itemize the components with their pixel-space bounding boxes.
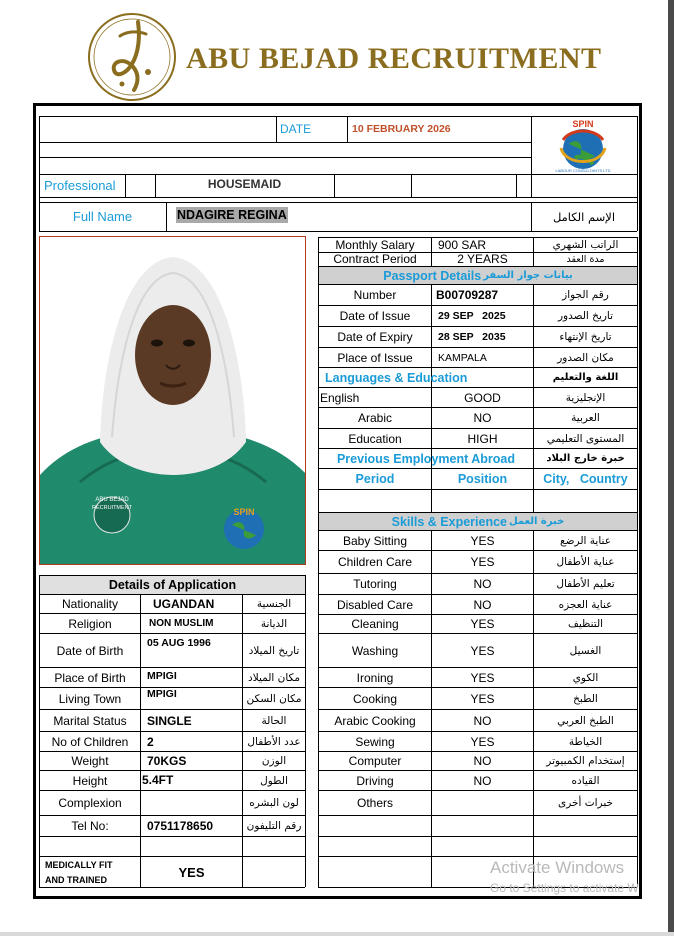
skill-label-0: Baby Sitting [342,533,408,548]
app-value-0: UGANDAN [153,597,215,611]
skill-label-12: Others [356,796,393,810]
skill-arabic-6: الكوي [572,671,599,684]
skill-label-2: Tutoring [353,577,397,591]
passport-label-0: Number [353,288,397,302]
watermark-line-2: Go to Settings to activate W [490,881,639,895]
app-label-5: Marital Status [53,713,127,728]
skill-value-8: NO [473,713,492,728]
language-arabic-2: المستوى التعليمي [546,432,625,445]
app-label-10: Tel No: [71,819,109,833]
app-label-8: Height [72,773,108,788]
skill-value-6: YES [470,670,495,685]
photo-spin-badge: SPIN [233,507,255,517]
app-arabic-9: لون البشره [249,797,299,809]
passport-value-1: 29 SEP 2025 [438,310,506,322]
spin-logo-text: SPIN [572,119,594,129]
skill-arabic-10: إستخدام الكمبيوتر [546,755,625,767]
skill-label-7: Cooking [352,691,398,706]
date-label: DATE [280,122,312,136]
skill-value-10: NO [473,754,492,768]
app-arabic-7: الوزن [261,755,287,767]
skill-value-7: YES [470,691,495,706]
app-value-1: NON MUSLIM [149,618,214,629]
app-value-3: MPIGI [147,670,177,682]
skill-label-11: Driving [356,773,394,788]
passport-value-2: 28 SEP 2035 [438,331,506,343]
passport-arabic-2: تاريخ الإنتهاء [559,331,612,343]
app-value-5: SINGLE [147,713,192,728]
employment-section-arabic: خبرة خارج البلاد [546,453,625,464]
employment-col-position: Position [457,472,508,486]
skill-label-10: Computer [348,754,402,768]
app-label-4: Living Town [58,691,122,706]
skill-arabic-12: خبرات أخرى [558,797,614,809]
medical-label-line-2: AND TRAINED [45,875,107,885]
skill-arabic-2: تعليم الأطفال [556,578,615,590]
photo-shirt-text-1: ABU BEJAD [95,497,129,503]
app-label-1: Religion [68,616,112,631]
skill-value-5: YES [470,643,495,658]
applicant-photo [39,236,306,565]
skill-value-2: NO [473,577,492,591]
passport-label-2: Date of Expiry [337,330,413,344]
passport-section-title: Passport Details [383,268,482,283]
full-name-arabic: الإسم الكامل [552,209,616,224]
skill-label-1: Children Care [337,555,413,569]
application-section-title: Details of Application [108,578,237,592]
app-arabic-5: الحالة [261,714,287,727]
language-label-0: English [320,390,360,405]
app-label-0: Nationality [61,597,119,611]
spin-logo-subtext: LABOUR CONSULTANTS LTD [555,168,611,173]
language-label-1: Arabic [357,411,392,425]
passport-value-3: KAMPALA [438,351,487,364]
passport-value-0: B00709287 [436,288,499,302]
passport-arabic-0: رقم الجواز [562,289,609,301]
skill-arabic-11: القياده [571,774,600,787]
passport-section-header [319,267,637,284]
medical-label [45,858,140,888]
skills-section-header [319,513,637,530]
skill-arabic-3: عناية العجزه [558,598,613,611]
passport-arabic-1: تاريخ الصدور [557,310,614,322]
skill-label-5: Washing [351,643,399,658]
app-arabic-10: رقم التليفون [246,820,302,832]
viewer-bottom-edge [0,932,674,936]
skill-arabic-0: عناية الرضع [560,534,611,547]
app-label-6: No of Children [51,734,129,749]
languages-section-arabic: اللغة والتعليم [552,372,619,383]
skill-value-9: YES [470,734,495,749]
language-value-1: NO [473,411,492,425]
skill-value-12 [432,791,533,815]
app-value-10: 0751178650 [147,819,214,833]
full-name-label: Full Name [72,209,133,224]
skill-label-3: Disabled Care [336,597,414,612]
app-arabic-1: الديانة [260,617,288,630]
skill-value-1: YES [470,555,495,569]
app-label-3: Place of Birth [54,670,126,685]
language-label-2: Education [348,431,402,446]
medical-value: YES [178,864,205,880]
language-arabic-0: الإنجليزية [565,391,606,404]
languages-section-title: Languages & Education [325,370,468,385]
employment-col-country: City, Country [543,472,628,486]
passport-label-3: Place of Issue [337,350,413,365]
passport-arabic-3: مكان الصدور [557,351,614,364]
app-arabic-6: عدد الأطفال [247,735,301,748]
language-arabic-1: العربية [571,412,600,424]
skill-label-4: Cleaning [351,617,399,631]
contract-period-value: 2 YEARS [457,252,508,266]
app-label-2: Date of Birth [56,643,124,658]
app-arabic-2: تاريخ الميلاد [248,644,300,657]
skill-label-6: Ironing [356,670,394,685]
app-value-2: 05 AUG 1996 [147,637,211,649]
app-value-9 [143,791,242,815]
skill-label-8: Arabic Cooking [334,713,416,728]
contract-period-arabic: مدة العقد [566,253,605,265]
application-section-header [40,576,305,594]
skills-section-arabic: خبرة العمل [508,516,565,527]
passport-label-1: Date of Issue [339,309,411,323]
skill-arabic-5: الغسيل [569,644,602,657]
contract-period-label: Contract Period [333,252,417,266]
skill-arabic-7: الطبخ [573,692,598,705]
app-value-7: 70KGS [147,754,187,768]
skill-value-0: YES [470,533,495,548]
salary-label: Monthly Salary [335,237,415,252]
skill-arabic-9: الخياطة [568,735,603,748]
company-logo-icon [86,12,178,102]
skill-arabic-4: التنظيف [567,618,604,630]
activate-windows-watermark [490,858,639,898]
company-name: ABU BEJAD RECRUITMENT [186,42,602,75]
full-name-value: NDAGIRE REGINA [177,208,287,222]
app-arabic-8: الطول [260,774,288,787]
passport-section-arabic: بيانات جواز السفر [483,270,573,281]
spin-logo-icon [555,118,611,174]
employment-col-period: Period [355,472,395,486]
professional-value: HOUSEMAID [207,176,282,191]
date-value: 10 FEBRUARY 2026 [352,123,451,135]
app-value-6: 2 [147,734,154,749]
app-arabic-3: مكان الميلاد [248,671,300,684]
skill-value-11: NO [473,773,492,788]
language-value-0: GOOD [464,390,501,405]
applicant-portrait-icon [40,237,306,565]
skill-arabic-8: الطبخ العربي [557,714,614,727]
employment-section-title: Previous Employment Abroad [336,451,516,466]
skill-value-4: YES [470,617,495,631]
app-label-7: Weight [71,754,109,768]
app-label-9: Complexion [58,796,122,810]
app-arabic-0: الجنسية [256,598,292,610]
medical-label-line-1: MEDICALLY FIT [45,860,113,870]
app-arabic-4: مكان السكن [246,692,302,705]
skill-value-3: NO [473,597,492,612]
salary-value: 900 SAR [438,237,487,252]
watermark-line-1: Activate Windows [490,858,625,877]
skills-section-title: Skills & Experience [391,514,507,529]
viewer-scrollbar-edge [668,0,674,936]
skill-label-9: Sewing [355,734,395,749]
language-value-2: HIGH [467,431,498,446]
photo-shirt-text-2: RECRUITMENT [91,505,133,511]
skill-arabic-1: عناية الأطفال [556,556,615,568]
salary-arabic: الراتب الشهري [552,238,619,251]
app-value-8: 5.4FT [142,772,174,787]
professional-label: Professional [44,178,116,193]
app-value-4: MPIGI [147,688,177,700]
